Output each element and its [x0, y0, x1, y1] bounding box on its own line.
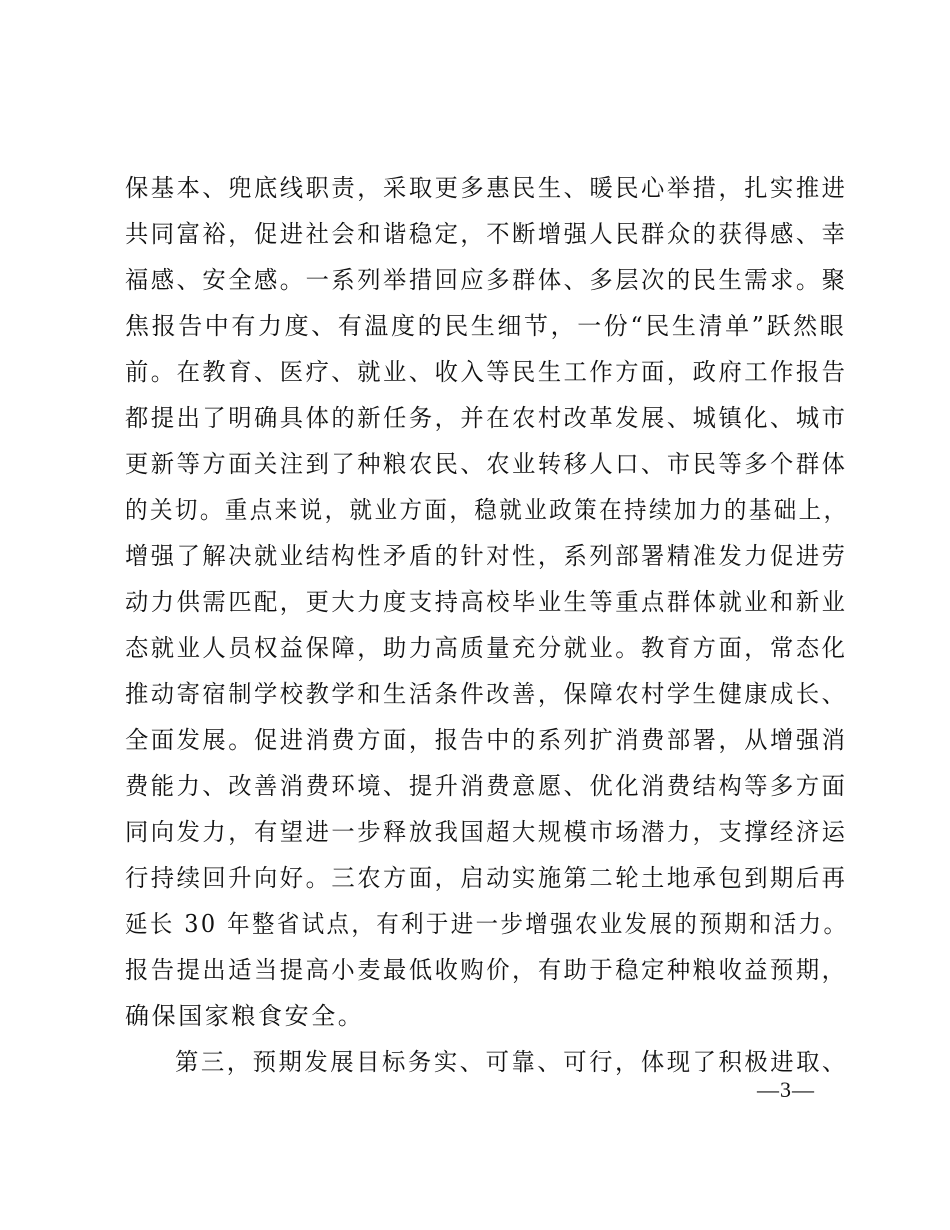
text-line: 同向发力，有望进一步释放我国超大规模市场潜力，支撑经济运 — [125, 818, 848, 846]
text-line: 增强了解决就业结构性矛盾的针对性，系列部署精准发力促进劳 — [125, 542, 848, 570]
text-line: 共同富裕，促进社会和谐稳定，不断增强人民群众的获得感、幸 — [125, 220, 848, 248]
text-line: 延长 30 年整省试点，有利于进一步增强农业发展的预期和活力。 — [125, 910, 849, 938]
text-line: 保基本、兜底线职责，采取更多惠民生、暖民心举措，扎实推进 — [125, 174, 848, 202]
text-line: 焦报告中有力度、有温度的民生细节，一份“民生清单”跃然眼 — [125, 312, 847, 340]
text-line: 态就业人员权益保障，助力高质量充分就业。教育方面，常态化 — [125, 634, 848, 662]
text-line: 的关切。重点来说，就业方面，稳就业政策在持续加力的基础上， — [125, 496, 849, 524]
paragraph-start-line: 第三，预期发展目标务实、可靠、可行，体现了积极进取、 — [175, 1048, 848, 1076]
text-line: 行持续回升向好。三农方面，启动实施第二轮土地承包到期后再 — [125, 864, 848, 892]
text-line: 全面发展。促进消费方面，报告中的系列扩消费部署，从增强消 — [125, 726, 848, 754]
text-line: 确保国家粮食安全。 — [125, 1002, 365, 1030]
text-line: 报告提出适当提高小麦最低收购价，有助于稳定种粮收益预期， — [125, 956, 848, 984]
text-line: 推动寄宿制学校教学和生活条件改善，保障农村学生健康成长、 — [125, 680, 848, 708]
text-line: 都提出了明确具体的新任务，并在农村改革发展、城镇化、城市 — [125, 404, 848, 432]
text-line: 福感、安全感。一系列举措回应多群体、多层次的民生需求。聚 — [125, 266, 848, 294]
text-line: 前。在教育、医疗、就业、收入等民生工作方面，政府工作报告 — [125, 358, 848, 386]
page-number: —3— — [757, 1077, 815, 1102]
text-line: 费能力、改善消费环境、提升消费意愿、优化消费结构等多方面 — [125, 772, 848, 800]
text-line: 更新等方面关注到了种粮农民、农业转移人口、市民等多个群体 — [125, 450, 848, 478]
text-line: 动力供需匹配，更大力度支持高校毕业生等重点群体就业和新业 — [125, 588, 848, 616]
